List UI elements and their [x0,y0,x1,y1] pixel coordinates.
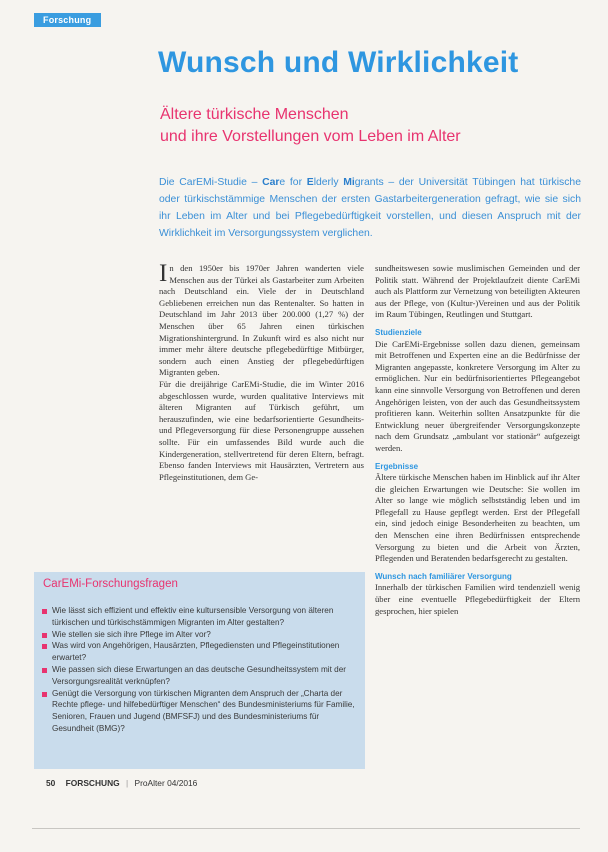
subheading-familiaere-versorgung: Wunsch nach familiärer Versorgung [375,571,512,581]
body-column-right [375,263,580,617]
list-item: Wie lässt sich effizient und effektiv eine kultursensible Versorgung von älteren türkischen und türkischstämmigen Migranten im Alter gestalten? [42,605,357,629]
research-questions-list [42,605,357,735]
body-column-left [159,260,364,483]
lead-mi: Mi [343,177,355,188]
body-paragraph: Die CarEMi-Ergebnisse sollen dazu dienen, gemeinsam mit Betroffenen und Experten eine an die Bedürfnisse der Migranten angepasste, konkretere Versorgung im Alter zu ermöglichen. Nur ein bedürfnisorientiertes Pflegeangebot kann eine sinnvolle Versorgung von Betroffenen und deren Angehörigen leisten, von der auch das Gesundheitssystem profitieren kann. Weiterhin sollten Ansatzpunkte für die Entwicklung neuer übergreifender Versorgungskonzepte nach dem Grundsatz „ambulant vor stationär“ aufgezeigt werden. [375,338,580,453]
list-item: Genügt die Versorgung von türkischen Migranten dem Anspruch der „Charta der Rechte pflege- und hilfebedürftiger Menschen“ des Bundesministeriums für Familie, Senioren, Frauen und Jugend (BMFSFJ) und des Bundesministeriums für Gesundheit (BMG)? [42,688,357,735]
lead-paragraph [159,174,581,242]
subtitle-line-2: und ihre Vorstellungen vom Leben im Alter [160,128,461,145]
list-item: Wie passen sich diese Erwartungen an das deutsche Gesundheitssystem mit der Versorgungsrealität verknüpfen? [42,664,357,688]
body-paragraph: Für die dreijährige CarEMi-Studie, die im Winter 2016 abgeschlossen wurde, wurden qualitative Interviews mit älteren Migranten auf Türkisch geführt, um herauszufinden, wie eine bedarfsorientierte Gesundheits- und Pflegeversorgung für diese Personengruppe aussehen sollte. Für ein umfassendes Bild wurde auch die Kindergeneration, stellvertretend für deren Eltern, befragt. Ebenso fanden Interviews mit Hausärzten, Vertretern aus Pflegeinstitutionen, dem Ge- [159,378,364,482]
subtitle-line-1: Ältere türkische Menschen [160,106,349,123]
footer-separator: | [125,778,129,788]
page-footer [46,778,197,788]
research-questions-box [34,572,365,769]
lead-text-3: lderly [313,177,344,188]
list-item: Was wird von Angehörigen, Hausärzten, Pflegediensten und Pflegeinstitutionen erwartet? [42,640,357,664]
drop-cap: I [159,260,168,287]
lead-text-1: Die CarEMi-Studie – [159,177,263,188]
body-paragraph: sundheitswesen sowie muslimischen Gemeinden und der Politik statt. Während der Projektlaufzeit diente CarEMi auch als Plattform zur Vernetzung von beteiligten Akteuren aus der Pflege, von (Kultur-)Vereinen und aus der Politik im Raum Tübingen, Reutlingen und Stuttgart. [375,263,580,320]
body-paragraph: Innerhalb der türkischen Familien wird tendenziell wenig über eine eventuelle Pflegebedürftigkeit der Eltern gesprochen, hier spielen [375,582,580,616]
list-item: Wie stellen sie sich ihre Pflege im Alter vor? [42,629,357,641]
lead-text-2: e for [279,177,307,188]
body-paragraph: Ältere türkische Menschen haben im Hinblick auf ihr Alter die gleichen Erwartungen wie Deutsche: Sie wollen im Alter so lange wie möglich selbstständig leben und im Pflegefall zu Hause gepflegt werden. Erst der Pflegefall ein, sind jedoch einige Besonderheiten zu beachten, um den Menschen eine ihren Bedürfnissen entsprechende Versorgung zu bieten und die Arbeit von Ärzten, Pflegenden und Beratenden bedarfsgerecht zu gestalten. [375,472,580,564]
subheading-studienziele: Studienziele [375,327,422,337]
box-title: CarEMi-Forschungsfragen [43,578,178,590]
lead-care: Car [262,177,280,188]
footer-section: FORSCHUNG [65,778,120,788]
page-number: 50 [46,778,56,788]
bottom-divider [32,828,580,829]
article-subtitle [160,104,461,148]
section-tag: Forschung [34,13,101,27]
article-title: Wunsch und Wirklichkeit [158,46,519,79]
body-text: n den 1950er bis 1970er Jahren wanderten viele Menschen aus der Türkei als Gastarbeiter zum Arbeiten nach Deutschland ein. Viele der in Deutschland Gebliebenen erreichen nun das Rentenalter. So hatten in Deutschland im Jahr 2013 über 200.000 (1,27 %) der Menschen über 65 Jahren einen türkischen Migrationshintergrund. In Zukunft wird es also nicht nur immer mehr ältere deutsche pflegebedürftige Mitbürger, sondern auch einen Anstieg der pflegebedürftigen Migranten geben. [159,263,364,378]
body-paragraph [159,260,364,379]
subheading-ergebnisse: Ergebnisse [375,461,419,471]
lead-e: E [306,177,314,188]
lead-text-4: grants – der Universität Tübingen hat türkische oder türkischstämmige Menschen der ersten Gastarbeitergeneration gefragt, wie sie sich ihr Leben im Alter und bei Pflegebedürftigkeit vorstellen, und diesen Anspruch mit der Wirklichkeit im Versorgungssystem verglichen. [159,177,581,239]
magazine-issue: ProAlter 04/2016 [134,778,198,788]
